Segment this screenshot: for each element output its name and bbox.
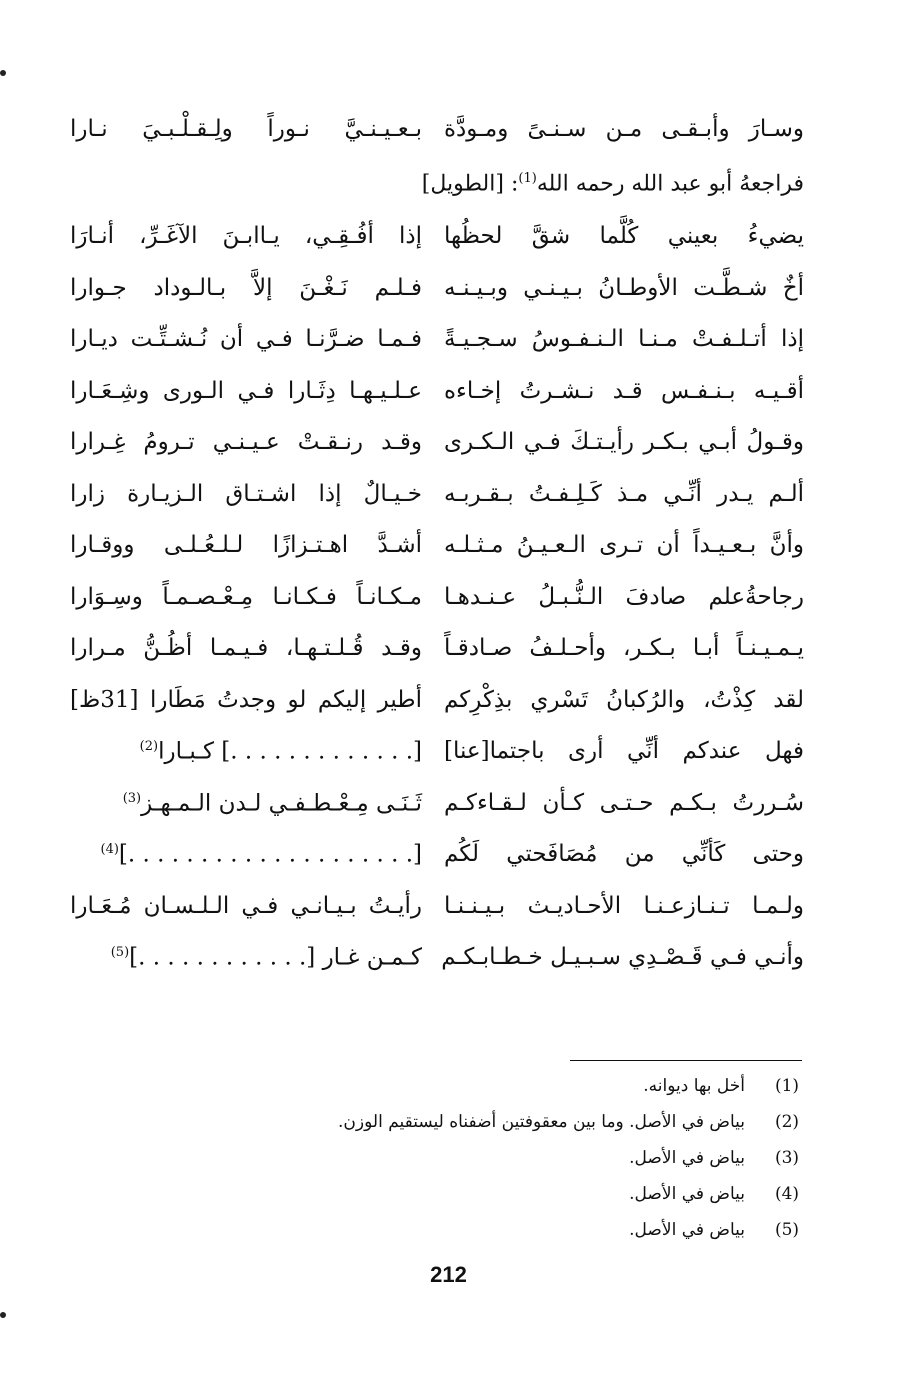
- footnote-text: بياض في الأصل.: [629, 1220, 745, 1240]
- verse-ajz-text: فـمـا ضـرَّنـا فـي أن نُـشـتِّـت ديـارا: [70, 326, 422, 352]
- meter-label: : [الطويل]: [421, 171, 519, 197]
- footnote-number: (3): [774, 1148, 800, 1168]
- verse-ajz: [70, 792, 422, 816]
- footnote-text: بياض في الأصل.: [629, 1184, 745, 1204]
- verse-ajz: [70, 586, 422, 609]
- footnote-rule: [570, 1060, 802, 1061]
- verse-sadr: إذا أتـلـفـتْ مـنـا الـنـفـوسُ سـجـيـةً: [444, 326, 804, 352]
- verse-ajz: [70, 895, 422, 918]
- intro-text: فراجعهُ أبو عبد الله رحمه الله: [536, 171, 804, 197]
- verse-ajz: [70, 843, 422, 867]
- footnote-number: (5): [774, 1220, 800, 1240]
- verse-sadr: وأنـي فـي قَـصْـدِي سـبـيـل خـطـابـكـم: [441, 944, 804, 970]
- footnote-text: بياض في الأصل. وما بين معقوفتين أضفناه ليستقيم الوزن.: [338, 1112, 745, 1132]
- verse-sadr: فهل عندكم أنِّي أرى باجتما[عنا]: [444, 738, 804, 764]
- verse-ajz-text: وقـد قُـلـتـهـا، فـيـمـا أظُـنُّ مـرارا: [70, 635, 422, 661]
- verse-ajz: [70, 277, 422, 300]
- verse-sadr: أقـيـه بـنـفـس قـد نـشـرتُ إخـاءه: [444, 378, 804, 404]
- verse-sadr: وقـولُ أبـي بـكـر رأيـتـكَ فـي الـكـرى: [444, 429, 804, 455]
- verse-ajz-text: فـلـم نَـغْـنَ إلاَّ بـالـوداد جـوارا: [70, 275, 422, 301]
- verse-sadr: ألـم يـدر أنِّـي مـذ كَـلِـفـتُ بـقـربـه: [444, 481, 804, 507]
- verse-ajz-text: إذا أفُـقِـي، يـاابـنَ الآغَـرِّ، أنـارَا: [70, 223, 422, 249]
- verse-ajz: [70, 637, 422, 660]
- verse-ajz-text: أشـدَّ اهـتـزازًا لـلـعُـلـى ووقـارا: [70, 532, 422, 558]
- verse-sadr: وحتى كَأنِّي من مُصَافَحتي لَكُم: [444, 841, 804, 867]
- page-number: 212: [430, 1262, 467, 1287]
- footnote-number: (2): [774, 1112, 800, 1132]
- footnote-ref: (2): [139, 739, 159, 754]
- verse-sadr: وسـارَ وأبـقـى مـن سـنـىً ومـودَّة: [444, 116, 804, 142]
- verse-ajz-text: مـكـانـاً فـكـانـا مِـعْـصـمـاً وسِـوَارا: [70, 584, 422, 610]
- verse-ajz: [70, 431, 422, 454]
- verse-ajz-text: أطير إليكم لو وجدتُ مَطَارا [31ظ]: [70, 687, 422, 713]
- footnote-ref: (3): [122, 791, 142, 806]
- verse-ajz: [70, 946, 422, 970]
- scan-mark-top: [0, 70, 6, 76]
- footnote-text: أخل بها ديوانه.: [643, 1076, 745, 1096]
- verse-ajz: [70, 328, 422, 351]
- verse-ajz: [70, 225, 422, 248]
- verse-ajz-text: [. . . . . . . . . . . . . . . . . . . .]: [118, 841, 422, 868]
- verse-ajz-text: [. . . . . . . . . . . . .] كـبـارا: [158, 738, 422, 765]
- verse-sadr: ولـمـا تـنـازعـنـا الأحـاديـث بـيـنـنـا: [444, 893, 804, 919]
- footnote-text: بياض في الأصل.: [629, 1148, 745, 1168]
- verse-ajz-text: خـيـالٌ إذا اشـتـاق الـزيـارة زارا: [70, 481, 422, 507]
- verse-sadr: أخٌ شـطَّـت الأوطـانُ بـيـنـي وبـيـنـه: [444, 275, 804, 301]
- verse-ajz-text: وقـد رنـقـتْ عـيـنـي تـرومُ غِـرارا: [70, 429, 422, 455]
- verse-ajz-text: عـلـيـهـا دِثَـارا فـي الـورى وشِـعَـارا: [70, 378, 422, 404]
- verse-ajz: [70, 689, 422, 712]
- footnote-ref: (5): [110, 945, 130, 960]
- verse-sadr: لقد كِذْتُ، والرُكبانُ تَسْري بذِكْرِكم: [444, 687, 804, 713]
- footnote-number: (1): [774, 1076, 800, 1096]
- scan-mark-bottom: [0, 1312, 6, 1318]
- footnote-ref: (4): [100, 842, 119, 857]
- verse-sadr: يضيءُ بعيني كُلَّما شقَّ لحظُها: [444, 223, 804, 249]
- verse-sadr: رجاحةُعلم صادفَ الـنُّـبـلُ عـنـدهـا: [444, 584, 804, 610]
- verse-sadr: سُـررتُ بـكـم حـتـى كـأن لـقـاءكـم: [444, 790, 804, 816]
- verse-ajz: [70, 380, 422, 403]
- verse-ajz-text: كـمـن غـار [. . . . . . . . . . . .]: [129, 944, 422, 971]
- verse-ajz-text: رأيـتُ بـيـانـي فـي الـلـسـان مُـعَـارا: [70, 893, 422, 919]
- verse-sadr: وأنَّ بـعـيـداً أن تـرى الـعـيـنُ مـثـلـه: [444, 532, 804, 558]
- verse-ajz: [70, 534, 422, 557]
- footnote-number: (4): [774, 1184, 800, 1204]
- verse-sadr: يـمـيـنـاً أبـا بـكـر، وأحـلـفُ صـادقـاً: [444, 635, 804, 661]
- footnote-ref: (1): [518, 171, 537, 186]
- verse-ajz: [70, 740, 422, 764]
- verse-ajz: [70, 483, 422, 506]
- intro-line: [422, 172, 804, 195]
- verse-ajz-text: ثَـنَـى مِـعْـطـفـي لـدن الـمـهـز: [141, 790, 422, 817]
- verse-ajz: بـعـيـنـيَّ نـوراً ولِـقـلْـبـيَ نـارا: [70, 116, 422, 142]
